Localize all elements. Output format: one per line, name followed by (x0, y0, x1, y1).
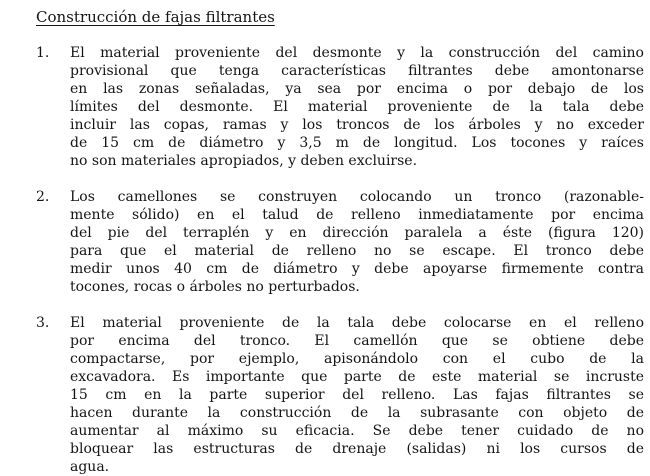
text-line: medir unos 40 cm de diámetro y debe apoyarse firmemente contra (70, 261, 644, 277)
text-line: no son materiales apropiados, y deben excluirse. (70, 153, 418, 169)
text-line: tocones, rocas o árboles no perturbados. (70, 279, 360, 295)
item-text (70, 314, 644, 476)
text-line: provisional que tenga características filtrantes debe amontonarse (70, 63, 644, 79)
text-line: aumentar al máximo su eficacia. Se debe tener cuidado de no (70, 423, 644, 439)
text-line: mente sólido) en el talud de relleno inmediatamente por encima (70, 207, 644, 223)
section-title: Construcción de fajas filtrantes (36, 8, 275, 26)
text-line: agua. (70, 459, 110, 475)
text-line: por encima del tronco. El camellón que se obtiene debe (70, 333, 644, 349)
item-text (70, 188, 644, 296)
item-text (70, 44, 644, 170)
text-line: límites del desmonte. El material proveniente de la tala debe (70, 99, 644, 115)
text-line: hacen durante la construcción de la subrasante con objeto de (70, 405, 644, 421)
text-line: del pie del terraplén y en dirección paralela a éste (figura 120) (70, 225, 644, 241)
list-item-2 (36, 188, 644, 296)
text-line: en las zonas señaladas, ya sea por encima o por debajo de los (70, 81, 644, 97)
text-line: excavadora. Es importante que parte de este material se incruste (70, 369, 644, 385)
text-line: El material proveniente de la tala debe colocarse en el relleno (70, 315, 644, 331)
item-number: 1. (36, 45, 50, 61)
text-line: de 15 cm de diámetro y 3,5 m de longitud. Los tocones y raíces (70, 135, 644, 151)
text-line: incluir las copas, ramas y los troncos de los árboles y no exceder (70, 117, 644, 133)
list-item-3 (36, 314, 644, 476)
text-line: bloquear las estructuras de drenaje (salidas) ni los cursos de (70, 441, 644, 457)
text-line: Los camellones se construyen colocando un tronco (razonable- (70, 189, 644, 205)
item-number: 2. (36, 189, 50, 205)
text-line: compactarse, por ejemplo, apisonándolo con el cubo de la (70, 351, 644, 367)
text-line: para que el material de relleno no se escape. El tronco debe (70, 243, 644, 259)
list-item-1 (36, 44, 644, 170)
text-line: El material proveniente del desmonte y la construcción del camino (70, 45, 644, 61)
item-number: 3. (36, 315, 50, 331)
text-line: 15 cm en la parte superior del relleno. Las fajas filtrantes se (70, 387, 644, 403)
